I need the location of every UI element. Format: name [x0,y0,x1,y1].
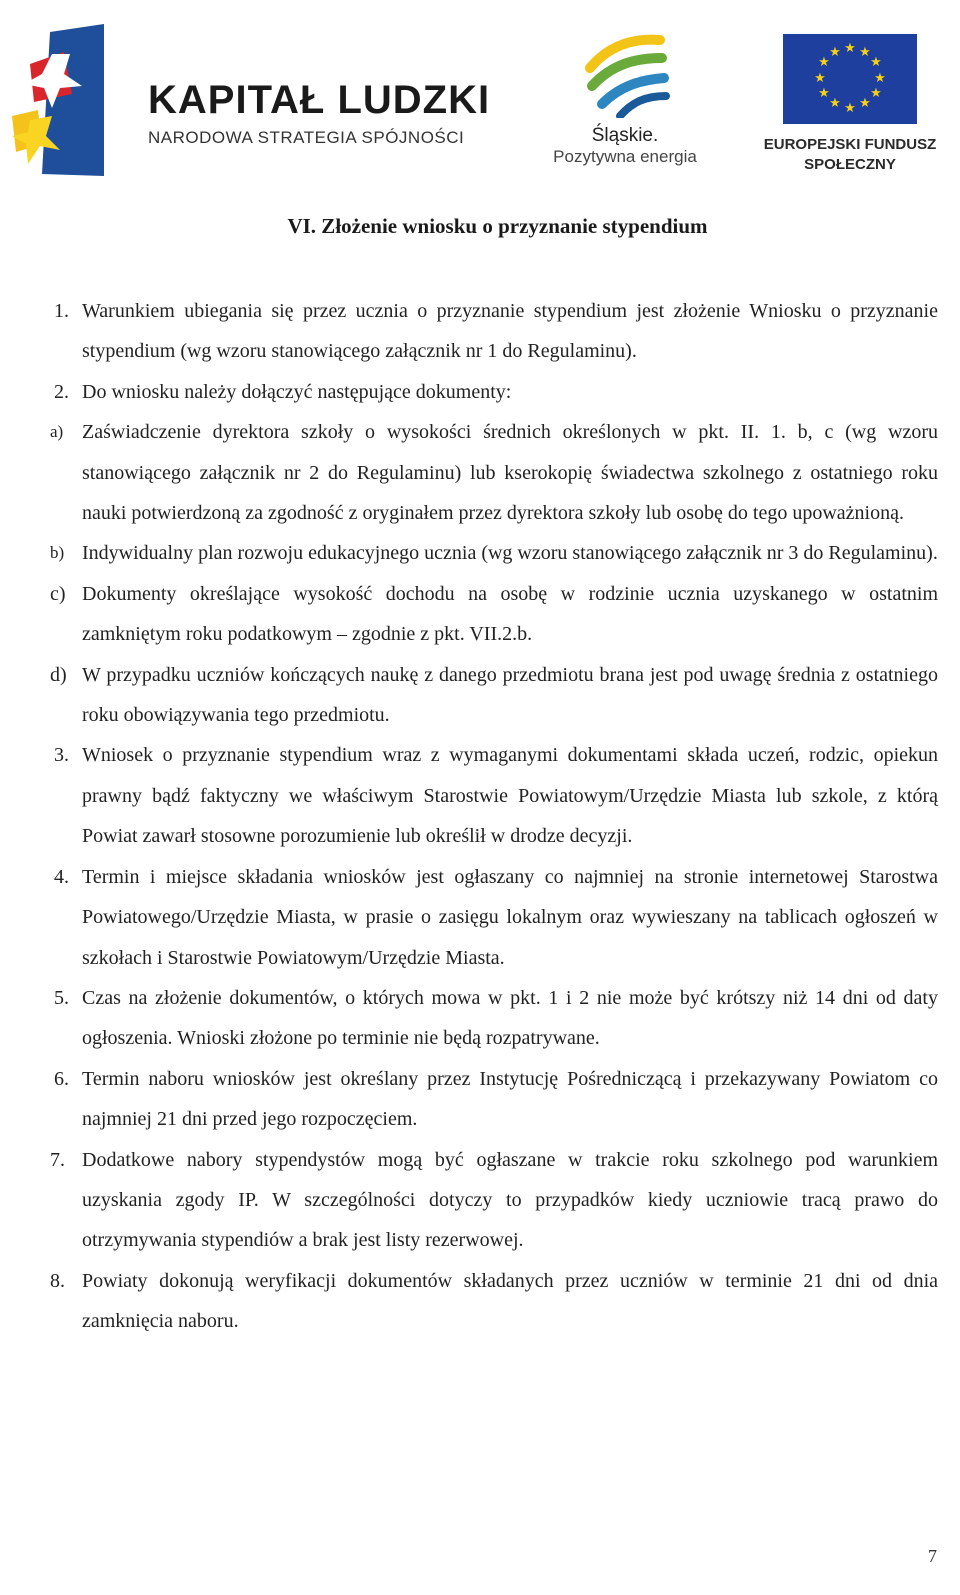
svg-text:★: ★ [859,45,871,60]
list-item-7 [50,1140,938,1261]
eu-logo [762,34,938,175]
list-item-2 [50,372,938,412]
kapital-title: KAPITAŁ LUDZKI [148,78,491,122]
list-item-b [50,533,938,573]
list-item-text: Termin i miejsce składania wniosków jest ogłaszany co najmniej na stronie internetowej Starostwa Powiatowego/Urzędzie Miasta, w prasie o zasięgu lokalnym oraz wywieszany na tablicach ogłoszeń w szkołach i Starostwie Powiatowym/Urzędzie Miasta. [82,865,938,969]
svg-text:★: ★ [870,55,882,70]
list-item-8 [50,1261,938,1342]
list-item-text: Termin naboru wniosków jest określany przez Instytucję Pośredniczącą i przekazywany Powiatom co najmniej 21 dni przed jego rozpoczęciem. [82,1067,938,1131]
list-item-text: Dokumenty określające wysokość dochodu na osobę w rodzinie ucznia uzyskanego w ostatnim zamkniętym roku podatkowym – zgodnie z pkt. VII.2.b. [82,582,938,646]
list-item-5 [50,978,938,1059]
list-item-a [50,412,938,533]
eu-flag-icon [783,34,917,124]
list-item-6 [50,1059,938,1140]
svg-text:★: ★ [870,86,882,101]
kapital-ludzki-logo [12,24,108,181]
page-number: 7 [928,1546,937,1566]
list-item-text: Powiaty dokonują weryfikacji dokumentów składanych przez uczniów w terminie 21 dni od dnia zamknięcia naboru. [82,1269,938,1333]
svg-text:★: ★ [859,96,871,111]
list-item-text: Warunkiem ubiegania się przez ucznia o przyznanie stypendium jest złożenie Wniosku o przyznanie stypendium (wg wzoru stanowiącego załącznik nr 1 do Regulaminu). [82,300,938,363]
list-marker: 1. [54,300,69,322]
svg-text:★: ★ [814,71,826,86]
slaskie-slogan: Pozytywna energia [553,147,697,166]
list-marker: d) [50,663,67,686]
list-item-text: Dodatkowe nabory stypendystów mogą być ogłaszane w trakcie roku szkolnego pod warunkiem uzyskania zgody IP. W szczególności dotyczy to przypadków kiedy uczniowie tracą prawo do otrzymywania stypendiów a brak jest listy rezerwowej. [82,1148,938,1252]
svg-text:★: ★ [829,45,841,60]
list-marker: 7. [50,1148,65,1171]
eu-line-2: SPOŁECZNY [804,156,896,173]
list-marker: 2. [54,380,69,403]
slaskie-logo [540,34,710,167]
list-item-text: Do wniosku należy dołączyć następujące dokumenty: [82,380,512,403]
list-marker: 6. [54,1067,69,1090]
list-item-1 [50,291,938,372]
list-marker: c) [50,582,66,605]
list-marker: 8. [50,1269,65,1292]
kapital-ludzki-emblem-icon [12,24,108,176]
list-item-3 [50,735,938,856]
section-title: VI. Złożenie wniosku o przyznanie stypendium [287,214,708,238]
svg-text:★: ★ [844,41,856,56]
svg-text:★: ★ [844,101,856,116]
list-marker: 3. [54,744,69,767]
page-header [0,0,960,190]
kapital-subtitle: NARODOWA STRATEGIA SPÓJNOŚCI [148,128,465,147]
document-body [50,291,938,1342]
svg-text:★: ★ [818,55,830,70]
list-item-c [50,574,938,655]
list-item-text: Czas na złożenie dokumentów, o których mowa w pkt. 1 i 2 nie może być krótszy niż 14 dni od daty ogłoszenia. Wnioski złożone po terminie nie będą rozpatrywane. [82,986,938,1050]
svg-text:★: ★ [874,71,886,86]
list-item-4 [50,857,938,978]
list-item-text: Zaświadczenie dyrektora szkoły o wysokości średnich określonych w pkt. II. 1. b, c (wg wzoru stanowiącego załącznik nr 2 do Regulaminu) lub kserokopię świadectwa szkolnego z ostatniego roku nauki potwierdzoną za zgodność z oryginałem przez dyrektora szkoły lub osobę do tego upoważnioną. [82,421,938,525]
list-item-text: Wniosek o przyznanie stypendium wraz z wymaganymi dokumentami składa uczeń, rodzic, opiekun prawny bądź faktyczny we właściwym Starostwie Powiatowym/Urzędzie Miasta lub szkole, z którą Powiat zawarł stosowne porozumienie lub określił w drodze decyzji. [82,744,938,848]
list-item-d [50,655,938,736]
slaskie-name: Śląskie. [591,125,659,146]
svg-text:★: ★ [829,96,841,111]
list-marker: 5. [54,986,69,1009]
list-item-text: W przypadku uczniów kończących naukę z danego przedmiotu brana jest pod uwagę średnia z ostatniego roku obowiązywania tego przedmiotu. [82,663,938,727]
kapital-ludzki-wordmark [148,80,490,148]
list-item-text: Indywidualny plan rozwoju edukacyjnego ucznia (wg wzoru stanowiącego załącznik nr 3 do Regulaminu). [82,542,938,565]
slaskie-waves-icon [580,34,670,118]
list-marker: a) [50,422,64,442]
list-marker: b) [50,543,65,563]
list-marker: 4. [54,865,69,888]
eu-fund-name [762,135,938,175]
eu-line-1: EUROPEJSKI FUNDUSZ [763,136,937,153]
svg-text:★: ★ [818,86,830,101]
